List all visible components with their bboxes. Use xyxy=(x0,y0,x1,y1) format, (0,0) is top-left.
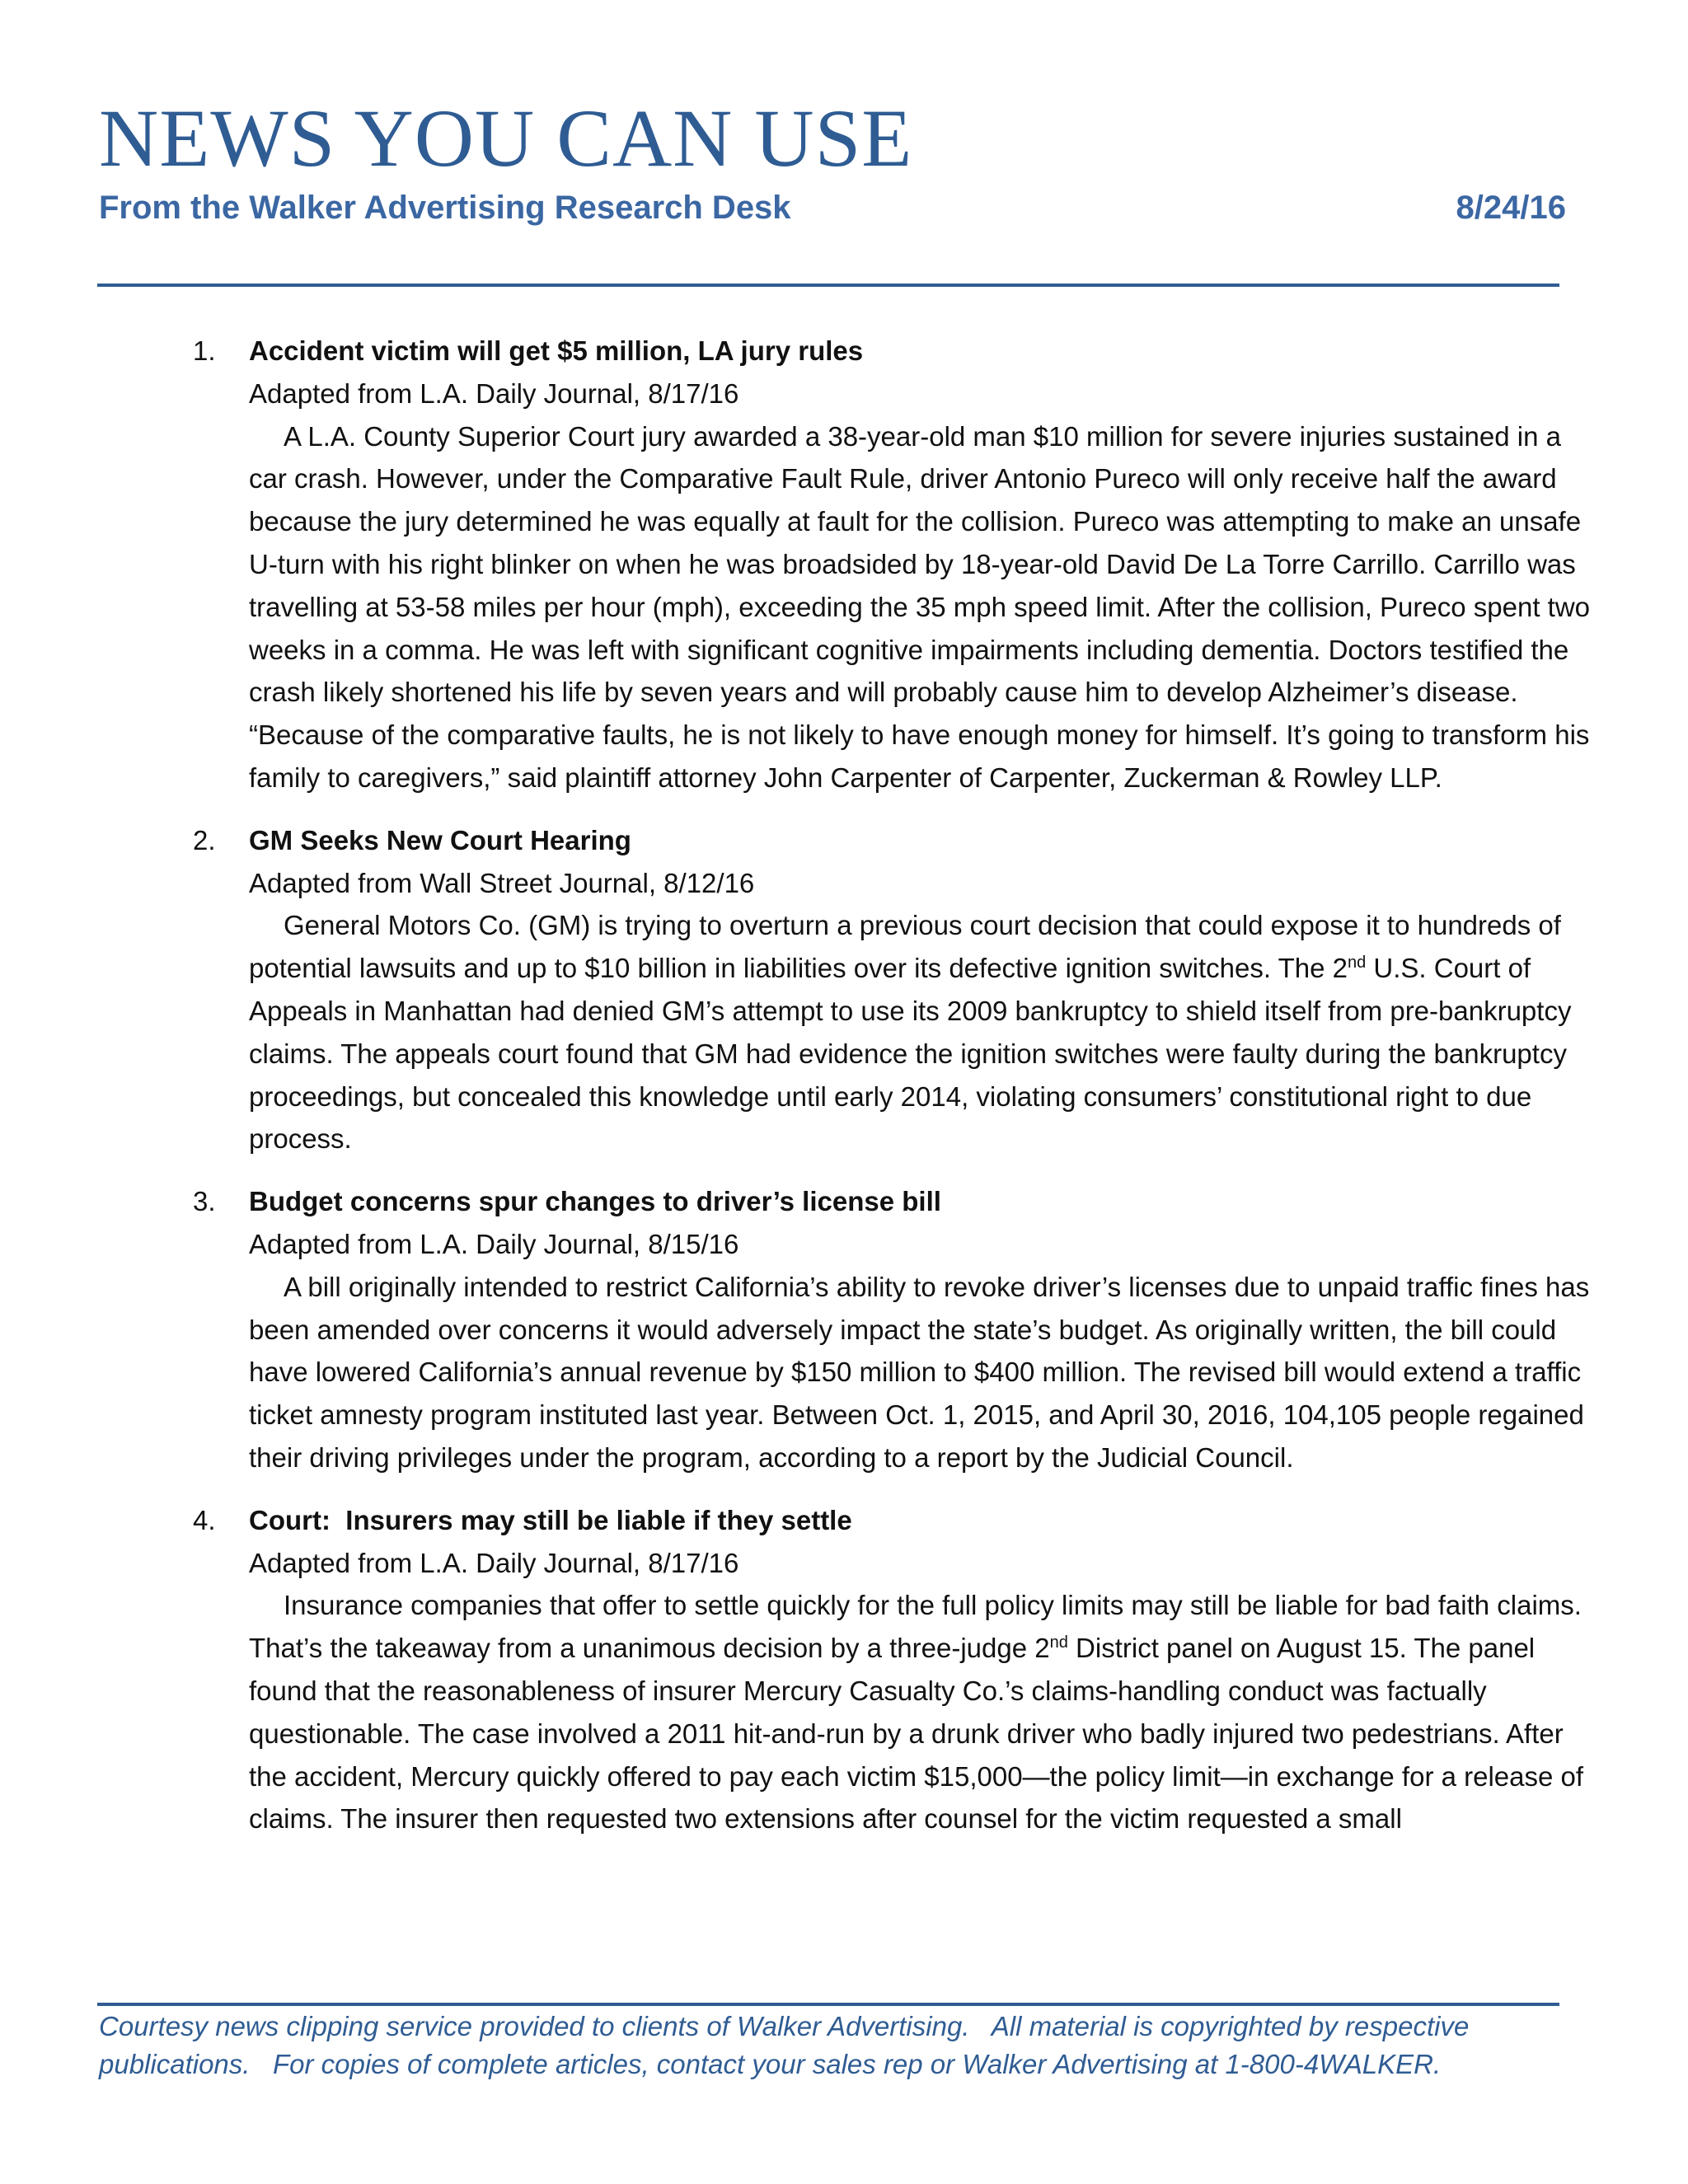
article-text: A L.A. County Superior Court jury awarded a 38-year-old man $10 million for severe injuries sustained in a car crash. However, under the Comparative Fault Rule, driver Antonio Pureco will only receive half the award because the jury determined he was equally at fault for the collision. Pureco was attempting to make an unsafe U-turn with his right blinker on when he was broadsided by 18-year-old David De La Torre Carrillo. Carrillo was travelling at 53-58 miles per hour (mph), exceeding the 35 mph speed limit. After the collision, Pureco spent two weeks in a comma. He was left with significant cognitive impairments including dementia. Doctors testified the crash likely shortened his life by seven years and will probably cause him to develop Alzheimer’s disease. “Because of the comparative faults, he is not likely to have enough money for himself. It’s going to transform his family to caregivers,” said plaintiff attorney John Carpenter of Carpenter, Zuckerman & Rowley LLP. xyxy=(249,420,1591,793)
footer-disclaimer xyxy=(99,2008,1566,2083)
article-body xyxy=(249,819,1596,1160)
header-divider xyxy=(97,284,1559,287)
article-body xyxy=(249,1180,1596,1479)
issue-date: 8/24/16 xyxy=(1456,190,1566,226)
article-text-part: General Motors Co. (GM) is trying to overturn a previous court decision that could expose it to hundreds of potential lawsuits and up to $10 billion in liabilities over its defective ignition switches. The 2 xyxy=(249,910,1561,984)
article-item xyxy=(195,330,1596,799)
article-number: 1. xyxy=(193,335,216,366)
article-body xyxy=(249,1499,1596,1840)
article-title: GM Seeks New Court Hearing xyxy=(249,824,631,855)
article-number: 3. xyxy=(193,1186,216,1217)
article-source: Adapted from L.A. Daily Journal, 8/15/16 xyxy=(249,1228,739,1259)
article-list xyxy=(195,330,1596,1860)
article-item xyxy=(195,819,1596,1160)
newsletter-subtitle: From the Walker Advertising Research Desk xyxy=(99,190,791,226)
subtitle-row xyxy=(99,190,1566,239)
article-item xyxy=(195,1180,1596,1479)
ordinal-superscript: nd xyxy=(1049,1633,1068,1652)
article-text-part: Insurance companies that offer to settle quickly for the full policy limits may still be liable for bad faith claims. That’s the takeaway from a unanimous decision by a three-judge 2 xyxy=(249,1590,1582,1664)
article-text-part: U.S. Court of Appeals in Manhattan had denied GM’s attempt to use its 2009 bankruptcy to shield itself from pre-bankruptcy claims. The appeals court found that GM had evidence the ignition switches were faulty during the bankruptcy proceedings, but concealed this knowledge until early 2014, violating consumers’ constitutional right to due process. xyxy=(249,953,1572,1155)
footer-line-2: publications. For copies of complete articles, contact your sales rep or Walker Advertising at 1-800-4WALKER. xyxy=(99,2049,1442,2079)
article-text-part: District panel on August 15. The panel found that the reasonableness of insurer Mercury Casualty Co.’s claims-handling conduct was factually questionable. The case involved a 2011 hit-and-run by a drunk driver who badly injured two pedestrians. After the accident, Mercury quickly offered to pay each victim $15,000—the policy limit—in exchange for a release of claims. The insurer then requested two extensions after counsel for the victim requested a small xyxy=(249,1633,1584,1835)
ordinal-superscript: nd xyxy=(1347,954,1367,972)
masthead xyxy=(99,92,1566,226)
footer-line-1: Courtesy news clipping service provided to clients of Walker Advertising. All material is copyrighted by respective xyxy=(99,2011,1470,2041)
footer-divider xyxy=(97,2003,1559,2006)
article-number: 4. xyxy=(193,1504,216,1535)
article-text: A bill originally intended to restrict California’s ability to revoke driver’s licenses due to unpaid traffic fines has been amended over concerns it would adversely impact the state’s budget. As originally written, the bill could have lowered California’s annual revenue by $150 million to $400 million. The revised bill would extend a traffic ticket amnesty program instituted last year. Between Oct. 1, 2015, and April 30, 2016, 104,105 people regained their driving privileges under the program, according to a report by the Judicial Council. xyxy=(249,1271,1590,1473)
article-title: Budget concerns spur changes to driver’s license bill xyxy=(249,1186,941,1217)
article-body xyxy=(249,330,1596,799)
article-text xyxy=(249,1584,1596,1840)
newsletter-title: NEWS YOU CAN USE xyxy=(99,92,913,184)
article-title: Accident victim will get $5 million, LA jury rules xyxy=(249,335,864,366)
article-number: 2. xyxy=(193,824,216,855)
article-source: Adapted from L.A. Daily Journal, 8/17/16 xyxy=(249,377,739,409)
article-source: Adapted from Wall Street Journal, 8/12/16 xyxy=(249,867,755,898)
article-source: Adapted from L.A. Daily Journal, 8/17/16 xyxy=(249,1547,739,1578)
article-title: Court: Insurers may still be liable if they settle xyxy=(249,1504,852,1535)
article-item xyxy=(195,1499,1596,1840)
article-text xyxy=(249,904,1596,1160)
